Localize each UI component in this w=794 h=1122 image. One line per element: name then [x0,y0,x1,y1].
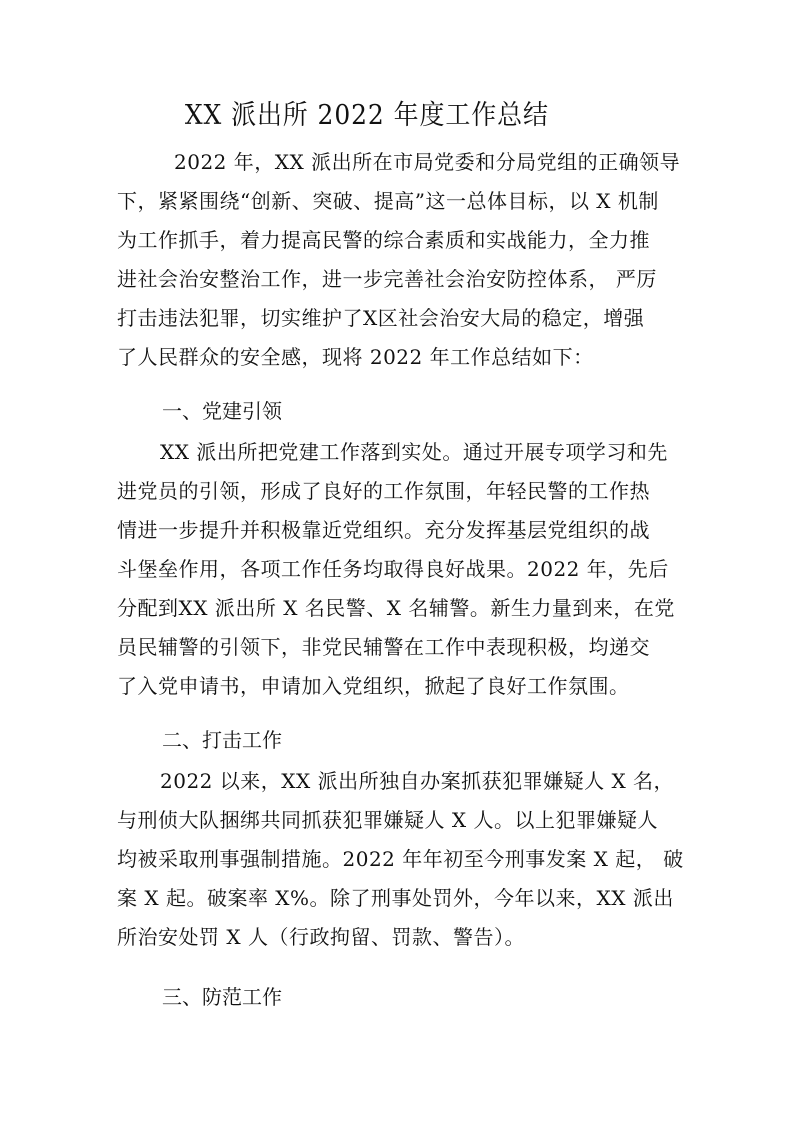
paragraph-3-line-1: 2022 以来，XX 派出所独自办案抓获犯罪嫌疑人 X 名， [160,769,675,793]
paragraph-3-line-5: 所治安处罚 X 人（行政拘留、罚款、警告）。 [117,925,525,949]
paragraph-2-line-4: 斗堡垒作用，各项工作任务均取得良好战果。2022 年，先后 [117,557,669,581]
paragraph-1-line-2: 下，紧紧围绕“创新、突破、提高”这一总体目标，以 X 机制 [117,189,659,213]
section-heading-1: 一、党建引领 [162,399,282,423]
section-heading-3: 三、防范工作 [162,985,282,1009]
paragraph-2-line-1: XX 派出所把党建工作落到实处。通过开展专项学习和先 [160,440,668,464]
paragraph-1-line-6: 了人民群众的安全感，现将 2022 年工作总结如下： [117,345,594,369]
paragraph-1-line-4: 进社会治安整治工作，进一步完善社会治安防控体系， 严厉 [117,267,657,291]
paragraph-2-line-6: 员民辅警的引领下，非党民辅警在工作中表现积极，均递交 [117,635,650,659]
paragraph-3-line-4: 案 X 起。破案率 X%。除了刑事处罚外，今年以来，XX 派出 [117,886,674,910]
paragraph-3-line-3: 均被采取刑事强制措施。2022 年年初至今刑事发案 X 起， 破 [117,847,684,871]
paragraph-2-line-7: 了入党申请书，申请加入党组织，掀起了良好工作氛围。 [117,674,630,698]
section-heading-2: 二、打击工作 [162,728,282,752]
paragraph-2-line-2: 进党员的引领，形成了良好的工作氛围，年轻民警的工作热 [117,479,650,503]
paragraph-3-line-2: 与刑侦大队捆绑共同抓获犯罪嫌疑人 X 人。以上犯罪嫌疑人 [117,808,658,832]
paragraph-2-line-5: 分配到XX 派出所 X 名民警、X 名辅警。新生力量到来，在党 [117,596,675,620]
paragraph-1-line-1: 2022 年，XX 派出所在市局党委和分局党组的正确领导 [174,150,681,174]
paragraph-2-line-3: 情进一步提升并积极靠近党组织。充分发挥基层党组织的战 [117,518,650,542]
paragraph-1-line-5: 打击违法犯罪，切实维护了X区社会治安大局的稳定，增强 [117,306,645,330]
paragraph-1-line-3: 为工作抓手，着力提高民警的综合素质和实战能力，全力推 [117,228,650,252]
document-title: XX 派出所 2022 年度工作总结 [184,100,549,131]
